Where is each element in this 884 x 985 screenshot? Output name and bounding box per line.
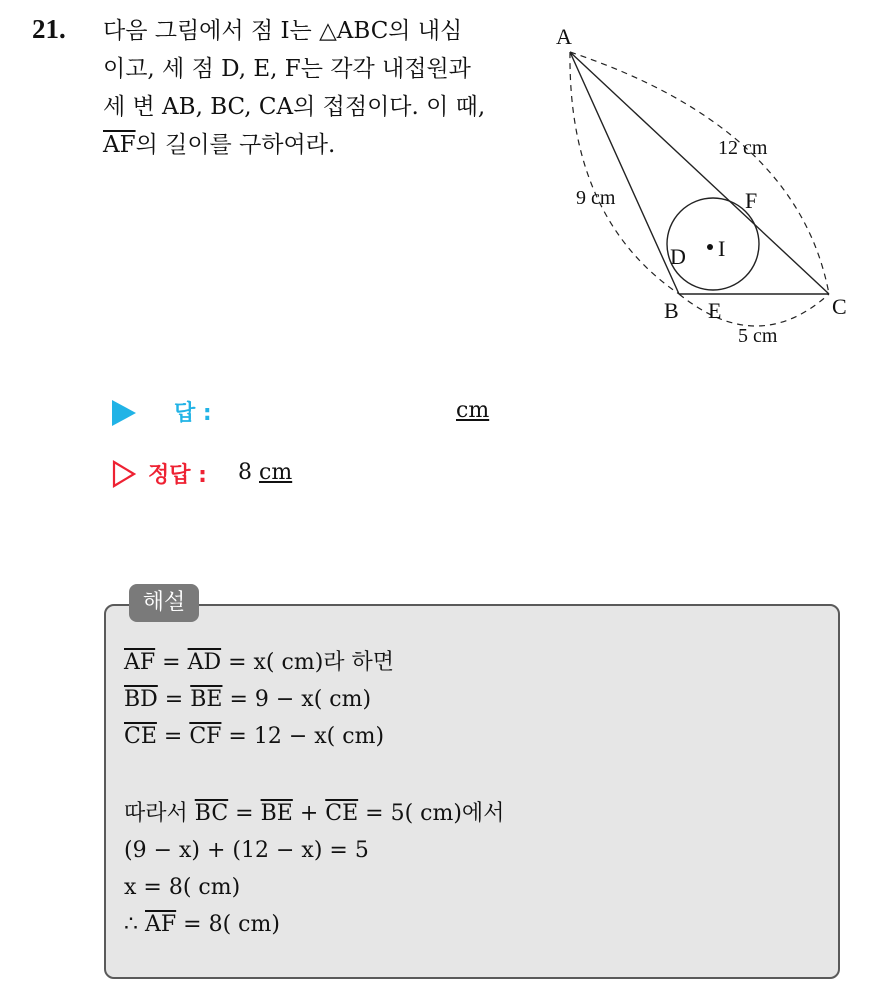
solution-line-tail: = 8( cm)	[176, 912, 280, 937]
label-d: D	[670, 244, 686, 269]
label-f: F	[745, 188, 758, 213]
length-bc: 5 cm	[738, 325, 778, 347]
play-triangle-icon	[112, 400, 136, 426]
segment-af: $\overline{AF}$	[103, 132, 136, 158]
solution-line-tail: = 12 − x( cm)	[221, 724, 385, 749]
correct-number: 8	[238, 460, 252, 485]
triangle-figure	[548, 18, 868, 358]
label-e: E	[708, 298, 722, 323]
segment: $\overline{CF}$	[189, 724, 222, 749]
solution-line-tail: = 5( cm)에서	[358, 801, 505, 826]
length-ac: 12 cm	[718, 137, 768, 159]
correct-value	[238, 460, 292, 485]
length-ab: 9 cm	[576, 187, 616, 209]
solution-line: x = 8( cm)	[124, 875, 241, 900]
side-ac	[570, 52, 829, 294]
segment: $\overline{CE}$	[325, 801, 359, 826]
answer-row	[112, 396, 532, 432]
segment: $\overline{BD}$	[124, 687, 158, 712]
solution-tag: 해설	[129, 584, 199, 622]
question-line: 세 변 AB, BC, CA의 접점이다. 이 때,	[103, 94, 486, 120]
segment: $\overline{AD}$	[187, 650, 222, 675]
therefore-symbol: ∴	[124, 912, 145, 937]
label-i: I	[718, 236, 726, 261]
triangle-diagram	[548, 18, 868, 358]
answer-label: 답 :	[174, 401, 212, 426]
solution-line: $\overline{BD} = \overline{BE} = 9 - x$( cm)	[124, 687, 372, 712]
solution-text	[124, 644, 504, 943]
question-number: 21.	[32, 14, 66, 44]
correct-label: 정답 :	[148, 463, 207, 488]
solution-line	[124, 906, 504, 943]
segment: $\overline{BE}$	[260, 801, 293, 826]
question-text	[103, 12, 533, 164]
incenter-dot	[707, 244, 713, 250]
label-a: A	[556, 24, 572, 49]
label-c: C	[832, 294, 847, 319]
correct-answer-row	[112, 458, 532, 494]
segment: $\overline{CE}$	[124, 724, 157, 749]
solution-line: $\overline{AF} = \overline{AD} = x$( cm)라 하면	[124, 650, 395, 675]
segment: $\overline{BC}$	[194, 801, 229, 826]
segment: $\overline{AF}$	[145, 912, 177, 937]
solution-line: (9 − x) + (12 − x) = 5	[124, 838, 369, 863]
segment: $\overline{BE}$	[190, 687, 223, 712]
solution-line-tail: = 9 − x( cm)	[222, 687, 372, 712]
question-line	[103, 126, 533, 164]
correct-unit: cm	[259, 460, 293, 485]
segment: $\overline{AF}$	[124, 650, 156, 675]
answer-unit: cm	[456, 398, 490, 423]
question-line: 이고, 세 점 D, E, F는 각각 내접원과	[103, 56, 471, 82]
label-b: B	[664, 298, 679, 323]
question-line-tail: 의 길이를 구하여라.	[135, 132, 336, 158]
outlined-triangle-icon	[112, 460, 136, 488]
question-line: 다음 그림에서 점 I는 △ABC의 내심	[103, 18, 463, 44]
solution-line-tail: = x( cm)라 하면	[221, 650, 395, 675]
side-ab	[570, 52, 679, 294]
solution-line-head: 따라서	[124, 801, 195, 826]
solution-line: 따라서 $\overline{BC} = \overline{BE} + \overline{CE} = 5$( cm)에서	[124, 801, 505, 826]
solution-line: $\overline{CE} = \overline{CF} = 12 - x$( cm)	[124, 724, 385, 749]
arc-bc	[679, 294, 829, 326]
